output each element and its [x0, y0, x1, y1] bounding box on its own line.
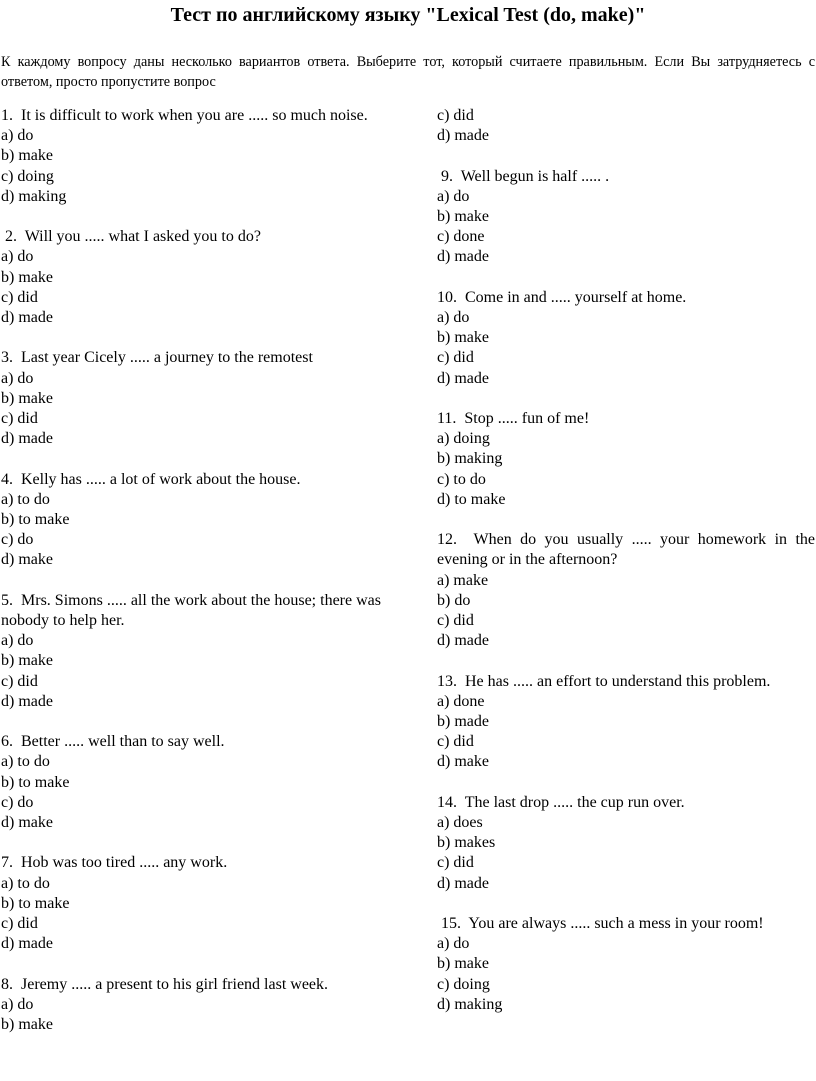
answer-option: a) do: [1, 248, 34, 266]
question: [1, 591, 385, 712]
question: [1, 106, 381, 207]
question: [437, 793, 815, 894]
answer-option: a) make: [437, 571, 489, 589]
answer-option: b) make: [1, 1016, 53, 1034]
answer-option: d) making: [1, 187, 67, 205]
question: [437, 672, 815, 773]
answer-option: b) makes: [437, 834, 496, 852]
answer-option: c) did: [437, 733, 474, 751]
question-text: 6. Better ..... well than to say well.: [1, 733, 225, 751]
answer-option: b) make: [437, 955, 489, 973]
question-text: 14. The last drop ..... the cup run over.: [437, 793, 685, 811]
answer-option: b) making: [437, 450, 503, 468]
answer-option: c) did: [437, 854, 474, 872]
answer-option: a) does: [437, 814, 483, 832]
answer-option: d) made: [1, 430, 53, 448]
question-text: 1. It is difficult to work when you are ..... so much noise.: [1, 107, 368, 124]
answer-option: a) do: [1, 369, 34, 387]
question: [437, 288, 815, 389]
answer-option: a) to do: [1, 490, 50, 508]
question-text: 10. Come in and ..... yourself at home.: [437, 288, 687, 306]
answer-option: c) did: [1, 915, 38, 933]
answer-option: c) did: [1, 410, 38, 428]
answer-option: d) to make: [437, 490, 506, 508]
left-column: [1, 106, 385, 1055]
answer-option: c) done: [437, 228, 485, 246]
question-text: 11. Stop ..... fun of me!: [437, 410, 590, 427]
answer-option: b) made: [437, 713, 489, 731]
answer-option: d) make: [1, 551, 53, 569]
question: [437, 530, 815, 651]
answer-option: b) to make: [1, 894, 70, 912]
question-text: 7. Hob was too tired ..... any work.: [1, 854, 228, 872]
answer-option: a) do: [1, 127, 34, 145]
question-text: 2. Will you ..... what I asked you to do?: [1, 228, 261, 246]
question-continuation: [437, 106, 815, 146]
question-text: 13. He has ..... an effort to understand this problem.: [437, 672, 771, 690]
answer-option: b) to make: [1, 511, 70, 529]
answer-option: d) made: [1, 692, 53, 710]
answer-option: a) to do: [1, 753, 50, 771]
answer-option: d) made: [437, 632, 489, 650]
answer-option: a) do: [1, 632, 34, 650]
answer-option: c) did: [1, 288, 38, 306]
answer-option: d) made: [437, 127, 489, 145]
answer-option: d) made: [437, 248, 489, 266]
question-text: 4. Kelly has ..... a lot of work about the house.: [1, 470, 301, 488]
question: [1, 732, 381, 833]
answer-option: d) make: [437, 753, 489, 771]
answer-option: a) do: [1, 995, 34, 1013]
answer-option: b) do: [437, 591, 471, 609]
right-column: [437, 106, 815, 1035]
question-text: 12. When do you usually ..... your homework in the evening or in the afternoon?: [437, 531, 815, 569]
answer-option: c) did: [437, 612, 474, 630]
answer-option: b) make: [1, 268, 53, 286]
question: [1, 853, 381, 954]
answer-option: c) did: [437, 107, 474, 124]
answer-option: c) doing: [437, 975, 490, 993]
answer-option: a) doing: [437, 430, 490, 448]
answer-option: c) do: [1, 531, 34, 549]
question: [1, 348, 381, 449]
answer-option: d) made: [437, 874, 489, 892]
answer-option: d) made: [437, 369, 489, 387]
question-text: 9. Well begun is half ..... .: [437, 167, 610, 185]
answer-option: b) make: [437, 329, 489, 347]
answer-option: c) do: [1, 793, 34, 811]
answer-option: d) made: [1, 309, 53, 327]
answer-option: d) make: [1, 814, 53, 832]
answer-option: a) done: [437, 692, 485, 710]
answer-option: a) to do: [1, 874, 50, 892]
answer-option: d) making: [437, 995, 503, 1013]
answer-option: c) doing: [1, 167, 54, 185]
answer-option: a) do: [437, 935, 470, 953]
answer-option: b) to make: [1, 773, 70, 791]
question: [1, 470, 381, 571]
answer-option: b) make: [1, 147, 53, 165]
answer-option: c) did: [1, 672, 38, 690]
answer-option: a) do: [437, 187, 470, 205]
page-title: Тест по английскому языку "Lexical Test (do, make)": [170, 4, 646, 26]
answer-option: b) make: [1, 389, 53, 407]
question-text: 8. Jeremy ..... a present to his girl friend last week.: [1, 975, 329, 993]
instructions: К каждому вопросу даны несколько вариантов ответа. Выберите тот, который считаете правильным. Если Вы затрудняетесь с ответом, просто пропустите вопрос: [1, 54, 815, 90]
question: [437, 914, 815, 1015]
answer-option: d) made: [1, 935, 53, 953]
answer-option: b) make: [1, 652, 53, 670]
answer-option: a) do: [437, 309, 470, 326]
answer-option: c) to do: [437, 470, 486, 488]
question-text: 3. Last year Cicely ..... a journey to the remotest: [1, 349, 313, 367]
answer-option: b) make: [437, 208, 489, 225]
question: [437, 409, 815, 510]
question-text: 15. You are always ..... such a mess in your room!: [437, 915, 764, 933]
question-text: 5. Mrs. Simons ..... all the work about the house; there was nobody to help her.: [1, 591, 385, 630]
question: [1, 227, 381, 328]
answer-option: c) did: [437, 349, 474, 367]
question: [437, 167, 815, 268]
question: [1, 975, 381, 1036]
